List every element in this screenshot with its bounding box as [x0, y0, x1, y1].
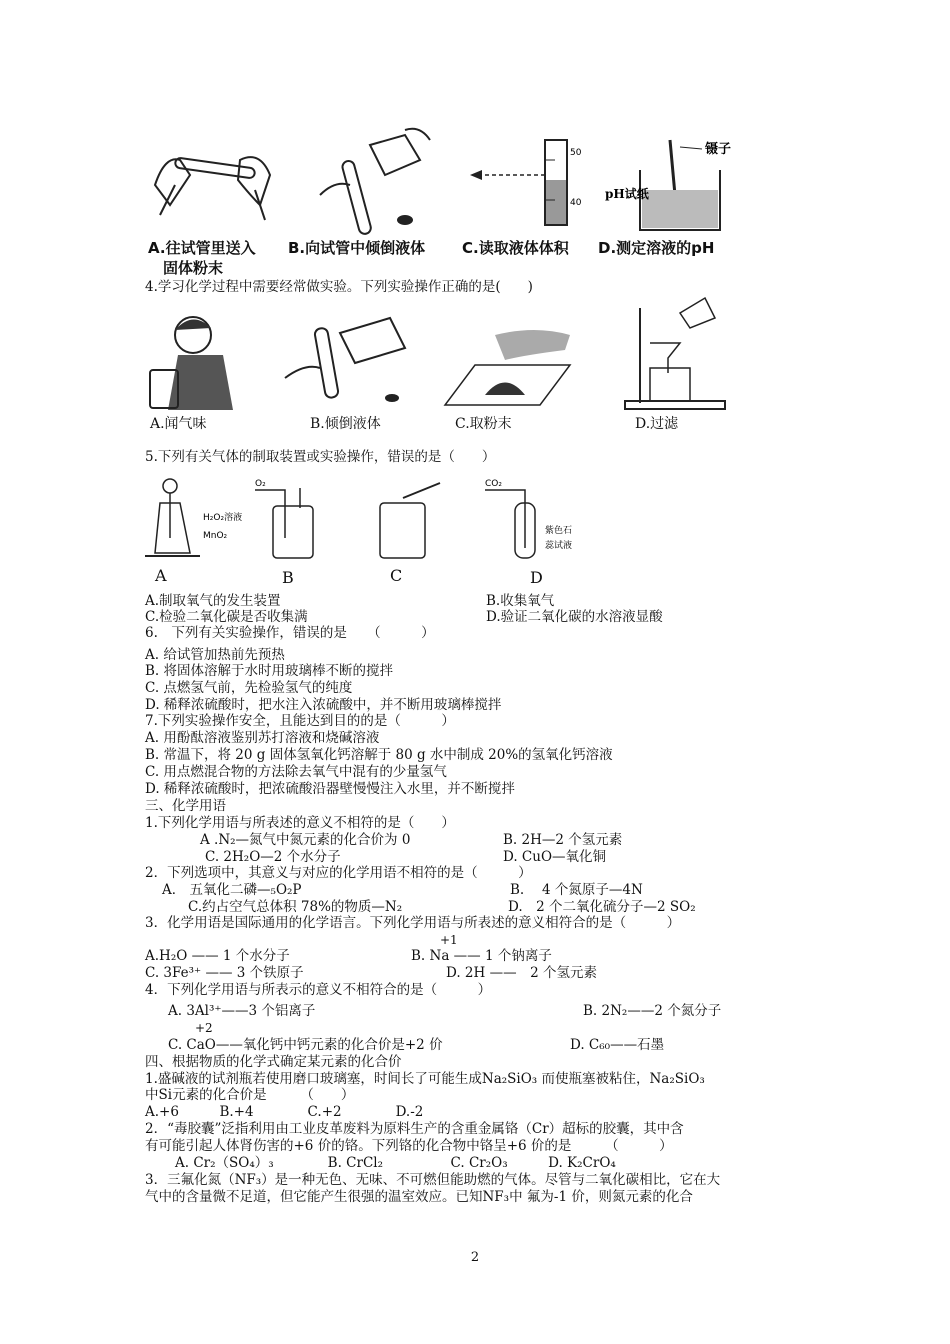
q4-text: 4.学习化学过程中需要经常做实验。下列实验操作正确的是( ) — [145, 279, 533, 295]
s3-q3-text: 3．化学用语是国际通用的化学语言。下列化学用语与所表述的意义相符合的是（ ） — [145, 915, 681, 931]
section-3-title: 三、化学用语 — [145, 798, 226, 814]
o2-label: O₂ — [255, 479, 266, 489]
q7-option-d: D. 稀释浓硫酸时，把浓硫酸沿器壁慢慢注入水里，并不断搅拌 — [145, 781, 515, 797]
q7-option-c: C. 用点燃混合物的方法除去氧气中混有的少量氢气 — [145, 764, 447, 780]
q7-option-a: A. 用酚酞溶液鉴别苏打溶液和烧碱溶液 — [145, 730, 380, 746]
s3-q3-plus1: +1 — [440, 933, 458, 947]
h2o2-label: H₂O₂溶液 — [203, 513, 243, 523]
s4-q3-line1: 3．三氟化氮（NF₃）是一种无色、无味、不可燃但能助燃的气体。尽管与二氧化碳相比，它在大 — [145, 1172, 721, 1188]
s3-q3-option-c: C. 3Fe³⁺ —— 3 个铁原子 — [145, 965, 304, 981]
q5-letter-d: D — [530, 568, 543, 587]
s3-q4-option-c: C. CaO——氧化钙中钙元素的化合价是+2 价 — [168, 1037, 443, 1053]
caption-c: C.读取液体体积 — [462, 239, 569, 257]
caption-d: D.测定溶液的pH — [598, 239, 715, 257]
q4-figure-a — [148, 310, 238, 414]
q4-caption-a: A.闻气味 — [150, 416, 207, 432]
q5-option-a: A.制取氧气的发生装置 — [145, 593, 281, 609]
q7-text: 7.下列实验操作安全，且能达到目的的是（ ） — [145, 713, 455, 729]
s3-q3-option-b: B. Na —— 1 个钠离子 — [411, 948, 552, 964]
q5-figure-d — [485, 478, 595, 567]
caption-a-1: A.往试管里送入 — [148, 239, 256, 257]
s3-q2-option-a: A． 五氧化二磷—₅O₂P — [162, 882, 302, 898]
s3-q2-option-b: B. 4 个氮原子—4N — [510, 882, 643, 898]
q4-caption-c: C.取粉末 — [455, 416, 512, 432]
figure-b-pour-liquid — [310, 125, 440, 239]
s4-q2-line2: 有可能引起人体肾伤害的+6 价的铬。下列铬的化合物中铬呈+6 价的是 （ ） — [145, 1138, 673, 1154]
s3-q4-text: 4．下列化学用语与所表示的意义不相符合的是（ ） — [145, 982, 492, 998]
s3-q2-option-d: D. 2 个二氧化硫分子—2 SO₂ — [508, 899, 696, 915]
s4-q1-options: A.+6 B.+4 C.+2 D.-2 — [145, 1104, 424, 1120]
s3-q2-option-c: C.约占空气总体积 78%的物质—N₂ — [188, 899, 403, 915]
q4-figure-c — [445, 325, 575, 414]
s3-q2-text: 2．下列选项中，其意义与对应的化学用语不相符的是（ ） — [145, 865, 532, 881]
tweezers-label: 镊子 — [705, 142, 732, 157]
q6-option-a: A. 给试管加热前先预热 — [145, 647, 285, 663]
q6-option-d: D. 稀释浓硫酸时，把水注入浓硫酸中，并不断用玻璃棒搅拌 — [145, 697, 502, 713]
s3-q3-option-a: A.H₂O —— 1 个水分子 — [145, 948, 290, 964]
s4-q2-options: A. Cr₂（SO₄）₃ B. CrCl₂ C. Cr₂O₃ D. K₂CrO₄ — [175, 1155, 616, 1171]
q5-option-b: B.收集氧气 — [486, 593, 555, 609]
q4-figure-d — [620, 298, 730, 417]
q6-text: 6. 下列有关实验操作，错误的是 （ ） — [145, 625, 435, 641]
q5-text: 5.下列有关气体的制取装置或实验操作，错误的是（ ） — [145, 449, 496, 465]
q6-option-b: B. 将固体溶解于水时用玻璃棒不断的搅拌 — [145, 663, 394, 679]
litmus-label-1: 紫色石 — [545, 526, 573, 536]
s3-q1-text: 1.下列化学用语与所表述的意义不相符的是（ ） — [145, 815, 455, 831]
figure-d-ph — [600, 135, 740, 239]
s3-q4-option-a: A. 3Al³⁺——3 个铝离子 — [168, 1003, 316, 1019]
co2-label: CO₂ — [485, 479, 502, 489]
figure-a-powder — [150, 125, 280, 239]
s3-q1-option-a: A .N₂—氮气中氮元素的化合价为 0 — [200, 832, 411, 848]
s4-q1-line1: 1.盛碱液的试剂瓶若使用磨口玻璃塞，时间长了可能生成Na₂SiO₃ 而使瓶塞被粘住，Na₂SiO₃ — [145, 1071, 705, 1087]
tick-40-label: 40 — [570, 198, 582, 208]
q5-figure-c — [375, 478, 455, 567]
q5-letter-c: C — [390, 566, 403, 585]
q5-letter-a: A — [155, 566, 167, 585]
q5-letter-b: B — [282, 568, 294, 587]
ph-paper-label: pH试纸 — [605, 187, 649, 201]
q4-figure-b — [280, 318, 410, 412]
s3-q1-option-c: C. 2H₂O—2 个水分子 — [205, 849, 341, 865]
q7-option-b: B. 常温下，将 20 g 固体氢氧化钙溶解于 80 g 水中制成 20%的氢氧化钙溶液 — [145, 747, 613, 763]
caption-a-2: 固体粉末 — [163, 259, 224, 277]
caption-b: B.向试管中倾倒液体 — [288, 239, 426, 257]
q6-option-c: C. 点燃氢气前，先检验氢气的纯度 — [145, 680, 353, 696]
section-4-title: 四、根据物质的化学式确定某元素的化合价 — [145, 1054, 402, 1070]
s3-q4-option-b: B. 2N₂——2 个氮分子 — [583, 1003, 722, 1019]
s3-q4-plus2: +2 — [195, 1021, 213, 1035]
s3-q1-option-b: B. 2H—2 个氢元素 — [503, 832, 623, 848]
mno2-label: MnO₂ — [203, 531, 228, 541]
q4-caption-d: D.过滤 — [635, 416, 679, 432]
s4-q3-line2: 气中的含量微不足道，但它能产生很强的温室效应。已知NF₃中 氟为-1 价，则氮元素的化合 — [145, 1189, 693, 1205]
tick-50-label: 50 — [570, 148, 582, 158]
s3-q4-option-d: D. C₆₀——石墨 — [570, 1037, 665, 1053]
q5-option-d: D.验证二氧化碳的水溶液显酸 — [486, 609, 663, 625]
q5-figure-b — [255, 478, 335, 567]
s4-q1-line2: 中Si元素的化合价是 （ ） — [145, 1087, 355, 1103]
page-number: 2 — [470, 1250, 480, 1265]
litmus-label-2: 蕊试液 — [545, 541, 573, 551]
q4-caption-b: B.倾倒液体 — [310, 416, 381, 432]
q5-option-c: C.检验二氧化碳是否收集满 — [145, 609, 308, 625]
s4-q2-line1: 2．“毒胶囊”泛指利用由工业皮革废料为原料生产的含重金属铬（Cr）超标的胶囊，其中含 — [145, 1121, 684, 1137]
figure-c-read-volume — [460, 130, 580, 234]
s3-q1-option-d: D. CuO—氧化铜 — [503, 849, 607, 865]
q5-figure-a — [145, 478, 245, 567]
s3-q3-option-d: D. 2H —— 2 个氢元素 — [446, 965, 597, 981]
